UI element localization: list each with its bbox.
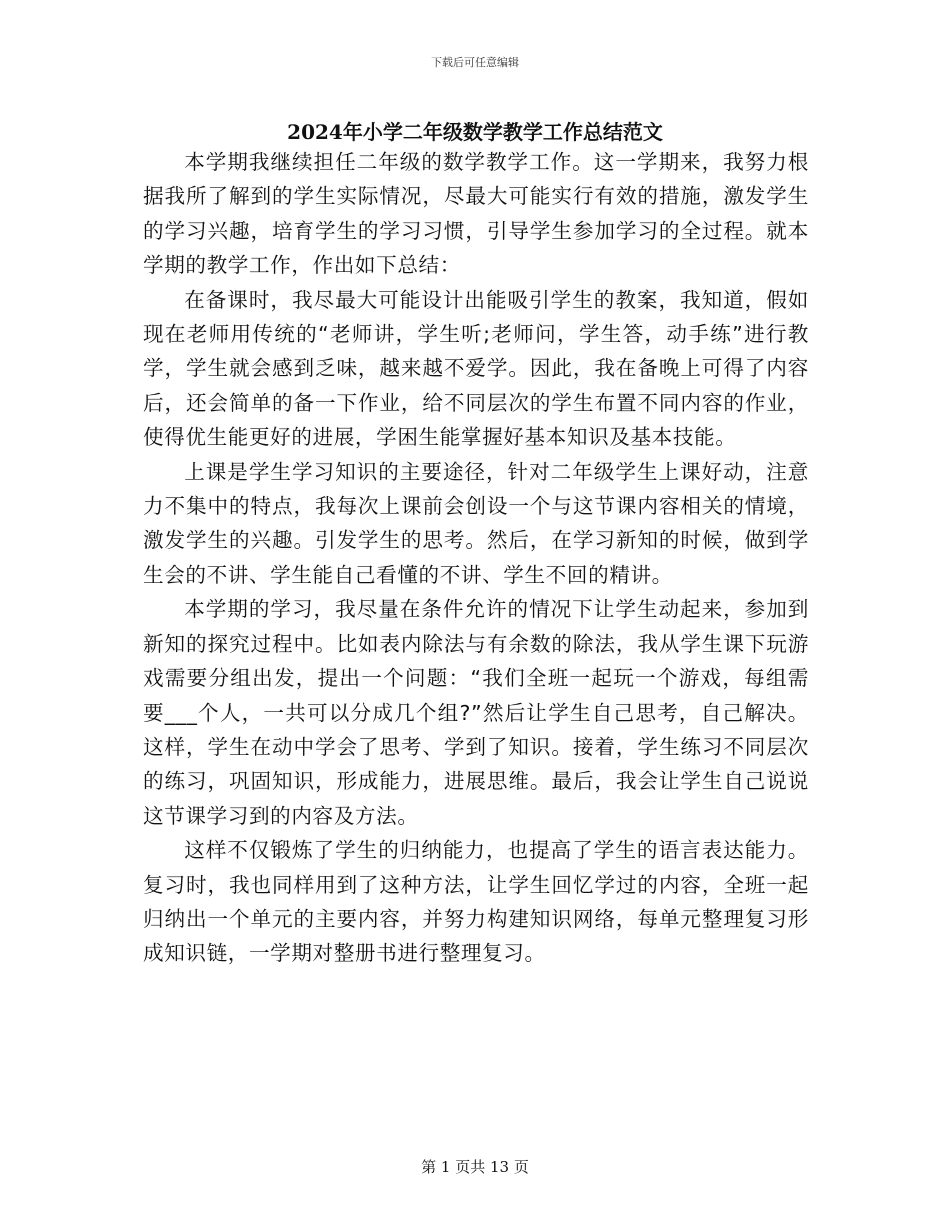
page-number: 第 1 页共 13 页 [421, 1158, 529, 1176]
document-title: 2024年小学二年级数学教学工作总结范文 [287, 120, 663, 144]
paragraph: 这样不仅锻炼了学生的归纳能力，也提高了学生的语言表达能力。复习时，我也同样用到了这种方法，让学生回忆学过的内容，全班一起归纳出一个单元的主要内容，并努力构建知识网络，每单元整理复习形成知识链，一学期对整册书进行整理复习。 [143, 838, 809, 966]
document-body [143, 145, 809, 971]
paragraph: 上课是学生学习知识的主要途径，针对二年级学生上课好动，注意力不集中的特点，我每次上课前会创设一个与这节课内容相关的情境，激发学生的兴趣。引发学生的思考。然后，在学习新知的时候，做到学生会的不讲、学生能自己看懂的不讲、学生不回的精讲。 [143, 459, 809, 587]
paragraph: 在备课时，我尽最大可能设计出能吸引学生的教案，我知道，假如现在老师用传统的“老师讲，学生听;老师问，学生答，动手练”进行教学，学生就会感到乏味，越来越不爱学。因此，我在备晚上可得了内容后，还会简单的备一下作业，给不同层次的学生布置不同内容的作业，使得优生能更好的进展，学困生能掌握好基本知识及基本技能。 [143, 287, 809, 450]
paragraph: 本学期我继续担任二年级的数学教学工作。这一学期来，我努力根据我所了解到的学生实际情况，尽最大可能实行有效的措施，激发学生的学习兴趣，培育学生的学习习惯，引导学生参加学习的全过程。就本学期的教学工作，作出如下总结： [143, 150, 809, 278]
paragraph: 本学期的学习，我尽量在条件允许的情况下让学生动起来，参加到新知的探究过程中。比如表内除法与有余数的除法，我从学生课下玩游戏需要分组出发，提出一个问题：“我们全班一起玩一个游戏，每组需要___个人，一共可以分成几个组?”然后让学生自己思考，自己解决。这样，学生在动中学会了思考、学到了知识。接着，学生练习不同层次的练习，巩固知识，形成能力，进展思维。最后，我会让学生自己说说这节课学习到的内容及方法。 [143, 597, 809, 828]
header-note: 下载后可任意编辑 [431, 56, 519, 69]
